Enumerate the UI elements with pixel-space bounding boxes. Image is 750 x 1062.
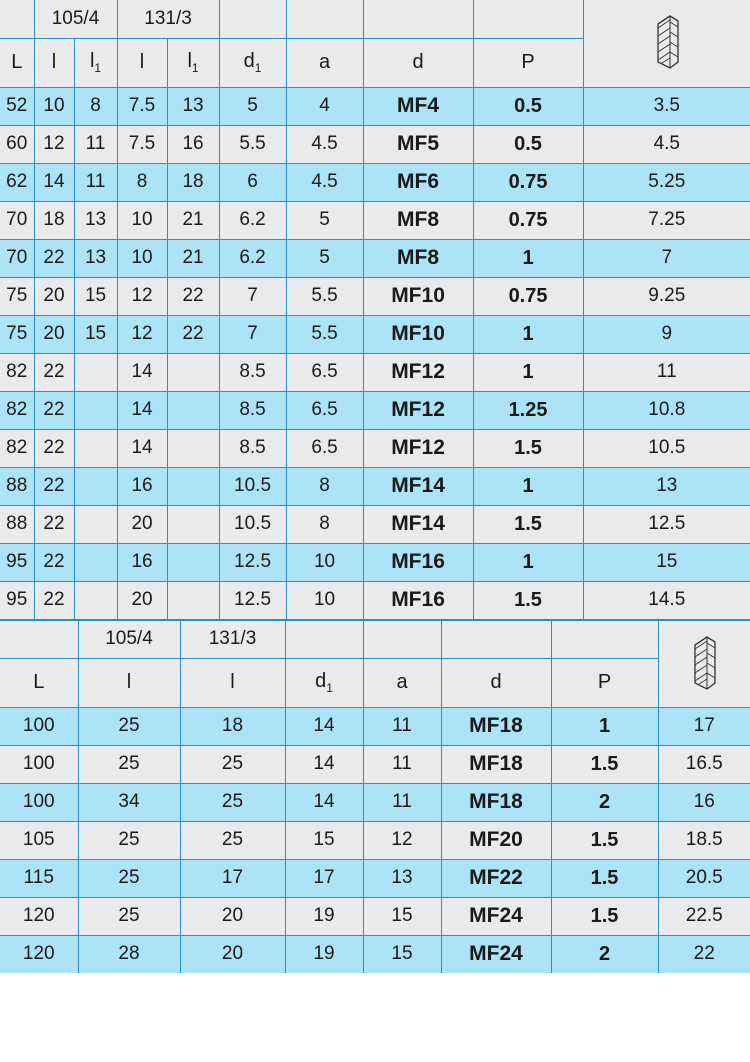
cell-a: 11 (363, 745, 441, 783)
cell-dia: 17 (658, 707, 750, 745)
col-header-l-131: l (117, 38, 167, 87)
table-row (0, 859, 750, 897)
cell-P: 1.25 (473, 391, 583, 429)
col-header-l-131-2: l (180, 658, 285, 707)
cell-dia: 4.5 (583, 125, 750, 163)
cell-P: 1.5 (473, 505, 583, 543)
table-row (0, 315, 750, 353)
cell-dia: 16.5 (658, 745, 750, 783)
cell-L: 70 (0, 239, 34, 277)
drill-bit-icon (650, 12, 684, 74)
cell-l-105: 20 (34, 277, 74, 315)
cell-L: 105 (0, 821, 78, 859)
cell-d: MF22 (441, 859, 551, 897)
cell-l1-131 (167, 543, 219, 581)
cell-L: 70 (0, 201, 34, 239)
table-row (0, 821, 750, 859)
cell-d1: 15 (285, 821, 363, 859)
group-header-p-2 (551, 620, 658, 658)
cell-P: 2 (551, 783, 658, 821)
cell-d1: 5 (219, 87, 286, 125)
cell-l-131: 20 (180, 897, 285, 935)
cell-P: 1.5 (473, 429, 583, 467)
table-row (0, 429, 750, 467)
cell-l1-105: 11 (74, 163, 117, 201)
cell-l1-131: 16 (167, 125, 219, 163)
cell-dia: 12.5 (583, 505, 750, 543)
cell-d: MF12 (363, 391, 473, 429)
table-row (0, 201, 750, 239)
cell-d: MF24 (441, 935, 551, 973)
group-header-a (286, 0, 363, 38)
cell-l-131: 10 (117, 239, 167, 277)
cell-l1-131 (167, 391, 219, 429)
cell-a: 5.5 (286, 277, 363, 315)
group-header-131-3-2: 131/3 (180, 620, 285, 658)
cell-P: 1 (473, 467, 583, 505)
cell-a: 4 (286, 87, 363, 125)
cell-l-105: 12 (34, 125, 74, 163)
cell-P: 0.5 (473, 87, 583, 125)
cell-d1: 17 (285, 859, 363, 897)
cell-l-105: 28 (78, 935, 180, 973)
cell-d1: 6.2 (219, 201, 286, 239)
cell-a: 8 (286, 505, 363, 543)
thread-mill-table-large (0, 620, 750, 974)
cell-l1-131: 22 (167, 277, 219, 315)
cell-d1: 19 (285, 935, 363, 973)
cell-l1-131 (167, 429, 219, 467)
cell-a: 5 (286, 201, 363, 239)
group-header-a-2 (363, 620, 441, 658)
cell-d1: 14 (285, 745, 363, 783)
group-header-131-3: 131/3 (117, 0, 219, 38)
cell-L: 75 (0, 277, 34, 315)
cell-L: 88 (0, 505, 34, 543)
group-header-d (363, 0, 473, 38)
cell-l-105: 25 (78, 707, 180, 745)
cell-dia: 22 (658, 935, 750, 973)
cell-a: 4.5 (286, 125, 363, 163)
cell-dia: 7 (583, 239, 750, 277)
cell-l-131: 16 (117, 543, 167, 581)
cell-l1-131 (167, 467, 219, 505)
table-row (0, 239, 750, 277)
cell-l-131: 12 (117, 277, 167, 315)
cell-dia: 9.25 (583, 277, 750, 315)
cell-l-131: 7.5 (117, 87, 167, 125)
col-header-d1-2: $d_1$ (285, 658, 363, 707)
table-row (0, 163, 750, 201)
cell-l1-131 (167, 581, 219, 619)
cell-L: 95 (0, 581, 34, 619)
cell-P: 1 (473, 315, 583, 353)
group-header-row-2 (0, 620, 750, 658)
cell-l1-131: 22 (167, 315, 219, 353)
cell-l-131: 20 (117, 581, 167, 619)
cell-l1-131: 13 (167, 87, 219, 125)
cell-l-131: 8 (117, 163, 167, 201)
cell-l1-131: 21 (167, 201, 219, 239)
table-row (0, 125, 750, 163)
cell-l-131: 12 (117, 315, 167, 353)
cell-a: 13 (363, 859, 441, 897)
cell-l-105: 22 (34, 467, 74, 505)
cell-l-131: 16 (117, 467, 167, 505)
cell-d: MF20 (441, 821, 551, 859)
cell-l1-131 (167, 353, 219, 391)
group-header-p (473, 0, 583, 38)
group-header-blank-2 (0, 620, 78, 658)
table-row (0, 87, 750, 125)
group-header-blank (0, 0, 34, 38)
cell-a: 10 (286, 581, 363, 619)
cell-d1: 12.5 (219, 543, 286, 581)
group-header-d1 (219, 0, 286, 38)
cell-L: 100 (0, 745, 78, 783)
cell-dia: 14.5 (583, 581, 750, 619)
cell-d: MF4 (363, 87, 473, 125)
cell-L: 82 (0, 353, 34, 391)
cell-l1-105: 8 (74, 87, 117, 125)
table-row (0, 391, 750, 429)
cell-dia: 10.5 (583, 429, 750, 467)
col-header-d1: $d_1$ (219, 38, 286, 87)
cell-P: 1.5 (551, 745, 658, 783)
cell-a: 11 (363, 707, 441, 745)
cell-a: 10 (286, 543, 363, 581)
cell-dia: 9 (583, 315, 750, 353)
cell-d: MF8 (363, 201, 473, 239)
cell-d: MF18 (441, 707, 551, 745)
table-row (0, 277, 750, 315)
cell-dia: 22.5 (658, 897, 750, 935)
cell-L: 62 (0, 163, 34, 201)
cell-d: MF12 (363, 353, 473, 391)
cell-a: 15 (363, 897, 441, 935)
table-row (0, 581, 750, 619)
cell-l1-105 (74, 543, 117, 581)
table-row (0, 467, 750, 505)
cell-l1-105 (74, 581, 117, 619)
cell-l-131: 18 (180, 707, 285, 745)
cell-dia: 16 (658, 783, 750, 821)
cell-d1: 6.2 (219, 239, 286, 277)
table-row (0, 353, 750, 391)
cell-d1: 14 (285, 707, 363, 745)
cell-l1-105 (74, 505, 117, 543)
cell-L: 82 (0, 391, 34, 429)
drill-bit-icon-cell-2 (658, 620, 750, 707)
cell-P: 1.5 (473, 581, 583, 619)
col-header-l1-105: $l_1$ (74, 38, 117, 87)
cell-P: 0.75 (473, 163, 583, 201)
col-header-L: L (0, 38, 34, 87)
cell-d: MF8 (363, 239, 473, 277)
cell-a: 5.5 (286, 315, 363, 353)
cell-l-131: 25 (180, 745, 285, 783)
cell-d: MF18 (441, 783, 551, 821)
cell-l-105: 22 (34, 505, 74, 543)
cell-l-105: 25 (78, 897, 180, 935)
cell-l1-131 (167, 505, 219, 543)
cell-l1-131: 21 (167, 239, 219, 277)
cell-dia: 15 (583, 543, 750, 581)
cell-L: 95 (0, 543, 34, 581)
cell-l-105: 25 (78, 745, 180, 783)
cell-d1: 6 (219, 163, 286, 201)
cell-l-105: 22 (34, 581, 74, 619)
cell-d: MF16 (363, 581, 473, 619)
group-header-105-4: 105/4 (34, 0, 117, 38)
cell-L: 52 (0, 87, 34, 125)
group-header-d-2 (441, 620, 551, 658)
cell-P: 0.75 (473, 201, 583, 239)
cell-l1-105 (74, 429, 117, 467)
cell-l1-105 (74, 353, 117, 391)
cell-L: 75 (0, 315, 34, 353)
col-header-l-105: l (34, 38, 74, 87)
cell-dia: 10.8 (583, 391, 750, 429)
cell-l1-105 (74, 467, 117, 505)
cell-l1-105: 15 (74, 315, 117, 353)
cell-l1-105: 13 (74, 239, 117, 277)
cell-l-105: 22 (34, 353, 74, 391)
cell-l1-105: 13 (74, 201, 117, 239)
table-row (0, 935, 750, 973)
col-header-P: P (473, 38, 583, 87)
table-row (0, 543, 750, 581)
drill-bit-icon-cell (583, 0, 750, 87)
cell-dia: 20.5 (658, 859, 750, 897)
table-row (0, 505, 750, 543)
cell-d: MF6 (363, 163, 473, 201)
cell-d: MF18 (441, 745, 551, 783)
cell-L: 120 (0, 897, 78, 935)
cell-a: 6.5 (286, 391, 363, 429)
table-row (0, 897, 750, 935)
cell-l-131: 14 (117, 429, 167, 467)
cell-l-105: 22 (34, 429, 74, 467)
cell-d1: 8.5 (219, 353, 286, 391)
cell-P: 1 (473, 353, 583, 391)
cell-a: 12 (363, 821, 441, 859)
cell-l-105: 22 (34, 239, 74, 277)
cell-a: 8 (286, 467, 363, 505)
cell-l-131: 7.5 (117, 125, 167, 163)
cell-l1-105 (74, 391, 117, 429)
cell-dia: 3.5 (583, 87, 750, 125)
cell-d1: 5.5 (219, 125, 286, 163)
cell-d: MF14 (363, 467, 473, 505)
cell-dia: 7.25 (583, 201, 750, 239)
col-header-l-105-2: l (78, 658, 180, 707)
cell-dia: 5.25 (583, 163, 750, 201)
cell-l-105: 18 (34, 201, 74, 239)
cell-l-131: 25 (180, 821, 285, 859)
cell-a: 6.5 (286, 429, 363, 467)
cell-l-105: 22 (34, 543, 74, 581)
cell-l-131: 20 (117, 505, 167, 543)
group-header-row (0, 0, 750, 38)
cell-l-131: 25 (180, 783, 285, 821)
cell-P: 1 (473, 543, 583, 581)
cell-a: 15 (363, 935, 441, 973)
col-header-P-2: P (551, 658, 658, 707)
cell-d: MF12 (363, 429, 473, 467)
cell-P: 1.5 (551, 859, 658, 897)
cell-l-131: 14 (117, 353, 167, 391)
cell-l1-105: 11 (74, 125, 117, 163)
cell-d: MF5 (363, 125, 473, 163)
cell-d1: 7 (219, 277, 286, 315)
cell-P: 0.5 (473, 125, 583, 163)
cell-P: 0.75 (473, 277, 583, 315)
cell-L: 60 (0, 125, 34, 163)
cell-a: 11 (363, 783, 441, 821)
cell-d: MF24 (441, 897, 551, 935)
cell-L: 120 (0, 935, 78, 973)
cell-a: 6.5 (286, 353, 363, 391)
cell-dia: 11 (583, 353, 750, 391)
cell-L: 88 (0, 467, 34, 505)
cell-l-105: 25 (78, 821, 180, 859)
cell-d1: 10.5 (219, 467, 286, 505)
cell-a: 4.5 (286, 163, 363, 201)
table-row (0, 745, 750, 783)
col-header-d-2: d (441, 658, 551, 707)
cell-l-105: 25 (78, 859, 180, 897)
cell-d: MF10 (363, 277, 473, 315)
group-header-105-4-2: 105/4 (78, 620, 180, 658)
cell-P: 1 (551, 707, 658, 745)
cell-l-131: 14 (117, 391, 167, 429)
cell-L: 115 (0, 859, 78, 897)
col-header-L-2: L (0, 658, 78, 707)
cell-d: MF16 (363, 543, 473, 581)
cell-a: 5 (286, 239, 363, 277)
cell-d1: 7 (219, 315, 286, 353)
cell-P: 1.5 (551, 897, 658, 935)
cell-l-105: 14 (34, 163, 74, 201)
table-row (0, 783, 750, 821)
col-header-a: a (286, 38, 363, 87)
cell-l1-105: 15 (74, 277, 117, 315)
cell-d1: 8.5 (219, 429, 286, 467)
cell-l-105: 20 (34, 315, 74, 353)
cell-l-105: 10 (34, 87, 74, 125)
cell-d1: 12.5 (219, 581, 286, 619)
group-header-d1-2 (285, 620, 363, 658)
cell-L: 82 (0, 429, 34, 467)
cell-d: MF10 (363, 315, 473, 353)
cell-P: 1.5 (551, 821, 658, 859)
col-header-d: d (363, 38, 473, 87)
col-header-l1-131: $l_1$ (167, 38, 219, 87)
cell-L: 100 (0, 707, 78, 745)
cell-l-131: 10 (117, 201, 167, 239)
cell-l-105: 34 (78, 783, 180, 821)
table-row (0, 707, 750, 745)
cell-d1: 14 (285, 783, 363, 821)
column-header-row-2 (0, 658, 750, 707)
cell-dia: 13 (583, 467, 750, 505)
cell-d1: 10.5 (219, 505, 286, 543)
cell-d: MF14 (363, 505, 473, 543)
cell-l-131: 20 (180, 935, 285, 973)
col-header-a-2: a (363, 658, 441, 707)
drill-bit-icon (687, 633, 721, 695)
cell-dia: 18.5 (658, 821, 750, 859)
cell-l-105: 22 (34, 391, 74, 429)
cell-d1: 8.5 (219, 391, 286, 429)
cell-P: 2 (551, 935, 658, 973)
cell-l1-131: 18 (167, 163, 219, 201)
cell-P: 1 (473, 239, 583, 277)
cell-l-131: 17 (180, 859, 285, 897)
cell-L: 100 (0, 783, 78, 821)
cell-d1: 19 (285, 897, 363, 935)
